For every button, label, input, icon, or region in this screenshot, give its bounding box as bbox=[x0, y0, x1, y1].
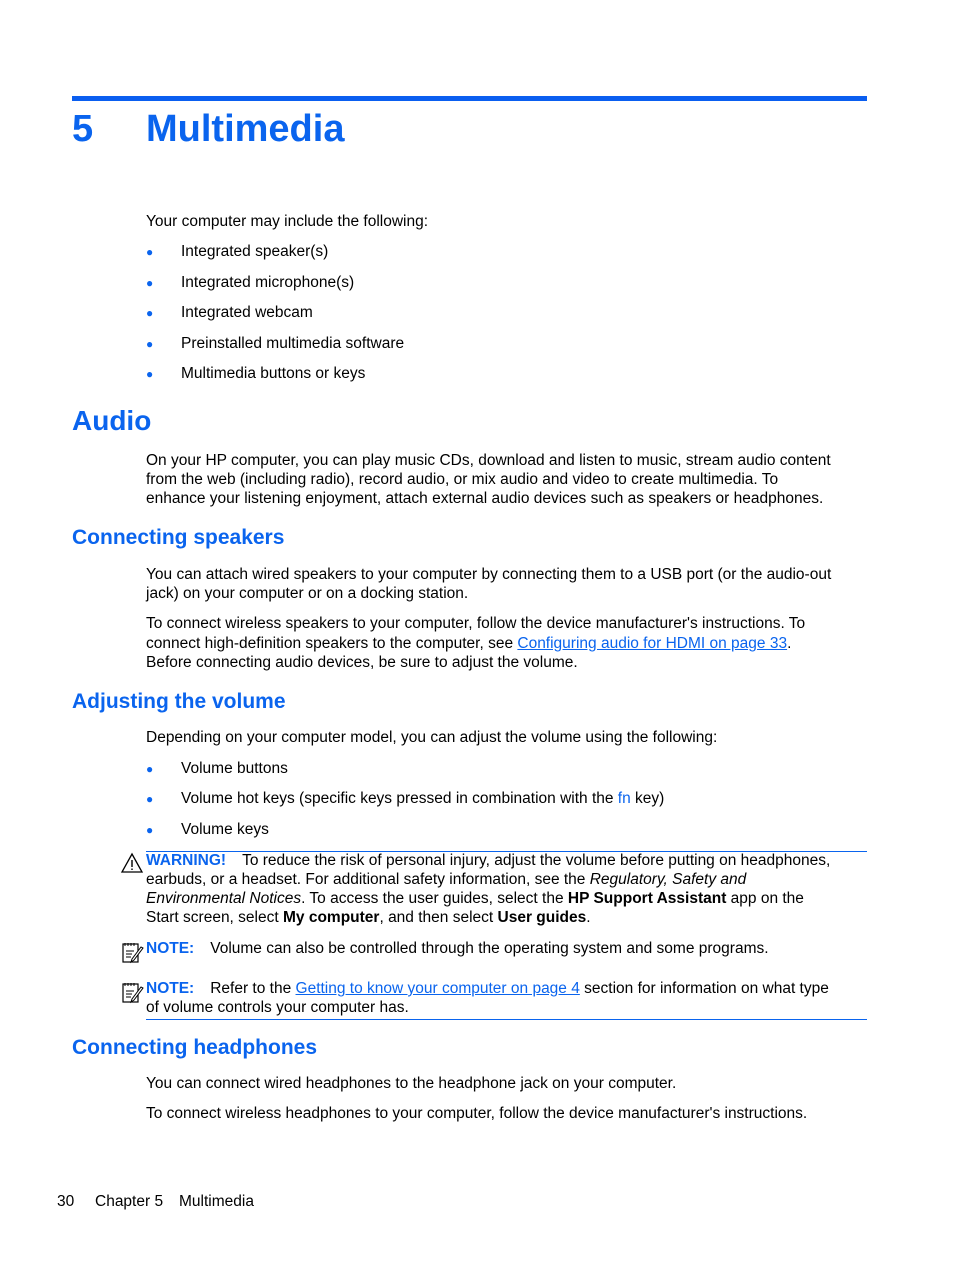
text-run: HP Support Assistant bbox=[567, 890, 727, 907]
headphones-text: You can connect wired headphones to the headphone jack on your computer. bbox=[146, 1075, 677, 1092]
text-run: Volume can also be controlled through the operating system and some programs. bbox=[210, 940, 769, 957]
list-item: Multimedia buttons or keys bbox=[181, 365, 366, 382]
note-line bbox=[146, 979, 866, 998]
speakers-text-line bbox=[146, 634, 866, 653]
bullet-icon: ● bbox=[146, 792, 154, 806]
text-run: Environmental Notices bbox=[146, 890, 302, 907]
hdmi-audio-link[interactable]: Configuring audio for HDMI on page 33 bbox=[517, 635, 788, 652]
subsection-heading-headphones: Connecting headphones bbox=[72, 1036, 318, 1059]
headphones-text: To connect wireless headphones to your computer, follow the device manufacturer's instructions. bbox=[146, 1105, 808, 1122]
list-item: Volume buttons bbox=[181, 760, 288, 777]
audio-text-line: from the web (including radio), record audio, or mix audio and video to create multimedia. To bbox=[146, 471, 779, 488]
bullet-icon: ● bbox=[146, 245, 154, 259]
note-line: of volume controls your computer has. bbox=[146, 999, 409, 1016]
audio-text-line: enhance your listening enjoyment, attach external audio devices such as speakers or headphones. bbox=[146, 490, 824, 507]
note-label: NOTE: bbox=[146, 980, 195, 997]
text-run: . bbox=[586, 909, 591, 926]
text-run: My computer bbox=[282, 909, 380, 926]
list-item: Preinstalled multimedia software bbox=[181, 335, 405, 352]
text-run: Refer to the bbox=[210, 980, 296, 997]
bullet-icon: ● bbox=[146, 367, 154, 381]
warning-label: WARNING! bbox=[146, 852, 227, 869]
section-heading-audio: Audio bbox=[72, 405, 152, 436]
volume-intro: Depending on your computer model, you can adjust the volume using the following: bbox=[146, 729, 718, 746]
bullet-icon: ● bbox=[146, 306, 154, 320]
text-run: app on the bbox=[726, 890, 804, 907]
text-run: earbuds, or a headset. For additional safety information, see the bbox=[146, 871, 590, 888]
speakers-text-line: Before connecting audio devices, be sure to adjust the volume. bbox=[146, 654, 578, 671]
getting-to-know-link[interactable]: Getting to know your computer on page 4 bbox=[295, 980, 580, 997]
speakers-text-line: You can attach wired speakers to your computer by connecting them to a USB port (or the audio-out bbox=[146, 566, 832, 583]
text-run: Regulatory, Safety and bbox=[589, 871, 747, 888]
note-line bbox=[146, 939, 866, 958]
bullet-icon: ● bbox=[146, 823, 154, 837]
text-run: connect high-definition speakers to the computer, see bbox=[146, 635, 518, 652]
bullet-icon: ● bbox=[146, 337, 154, 351]
warning-line bbox=[146, 889, 866, 908]
text-run: section for information on what type bbox=[579, 980, 829, 997]
page-number: 30 bbox=[57, 1193, 75, 1210]
warning-triangle-icon bbox=[120, 851, 144, 875]
warning-line bbox=[146, 908, 866, 927]
warning-line bbox=[146, 851, 866, 870]
note-icon bbox=[120, 980, 144, 1004]
subsection-heading-volume: Adjusting the volume bbox=[72, 690, 286, 713]
note-label: NOTE: bbox=[146, 940, 195, 957]
note-icon bbox=[120, 940, 144, 964]
footer-chapter: Chapter 5 bbox=[95, 1193, 164, 1210]
list-item: Integrated speaker(s) bbox=[181, 243, 329, 260]
bullet-icon: ● bbox=[146, 276, 154, 290]
text-run: , and then select bbox=[379, 909, 498, 926]
text-run: Start screen, select bbox=[146, 909, 283, 926]
text-run: User guides bbox=[497, 909, 587, 926]
list-item: Integrated microphone(s) bbox=[181, 274, 355, 291]
speakers-text-line: To connect wireless speakers to your computer, follow the device manufacturer's instructions. To bbox=[146, 615, 806, 632]
note-rule-bottom bbox=[146, 1019, 867, 1020]
speakers-text-line: jack) on your computer or on a docking station. bbox=[146, 585, 469, 602]
text-run: . To access the user guides, select the bbox=[301, 890, 568, 907]
chapter-title: Multimedia bbox=[146, 108, 345, 150]
intro-text: Your computer may include the following: bbox=[146, 213, 429, 230]
footer-title: Multimedia bbox=[179, 1193, 254, 1210]
subsection-heading-speakers: Connecting speakers bbox=[72, 526, 285, 549]
text-run: key) bbox=[630, 790, 665, 807]
audio-text-line: On your HP computer, you can play music CDs, download and listen to music, stream audio content bbox=[146, 452, 831, 469]
bullet-icon: ● bbox=[146, 762, 154, 776]
fn-key-label: fn bbox=[617, 790, 631, 807]
chapter-rule bbox=[72, 96, 867, 101]
text-run: To reduce the risk of personal injury, adjust the volume before putting on headphones, bbox=[242, 852, 831, 869]
warning-line bbox=[146, 870, 866, 889]
text-run: Volume hot keys (specific keys pressed in combination with the bbox=[181, 790, 618, 807]
text-run: . bbox=[787, 635, 792, 652]
list-item: Volume keys bbox=[181, 821, 269, 838]
list-item: Integrated webcam bbox=[181, 304, 313, 321]
list-item bbox=[181, 789, 664, 808]
chapter-number: 5 bbox=[72, 108, 94, 150]
